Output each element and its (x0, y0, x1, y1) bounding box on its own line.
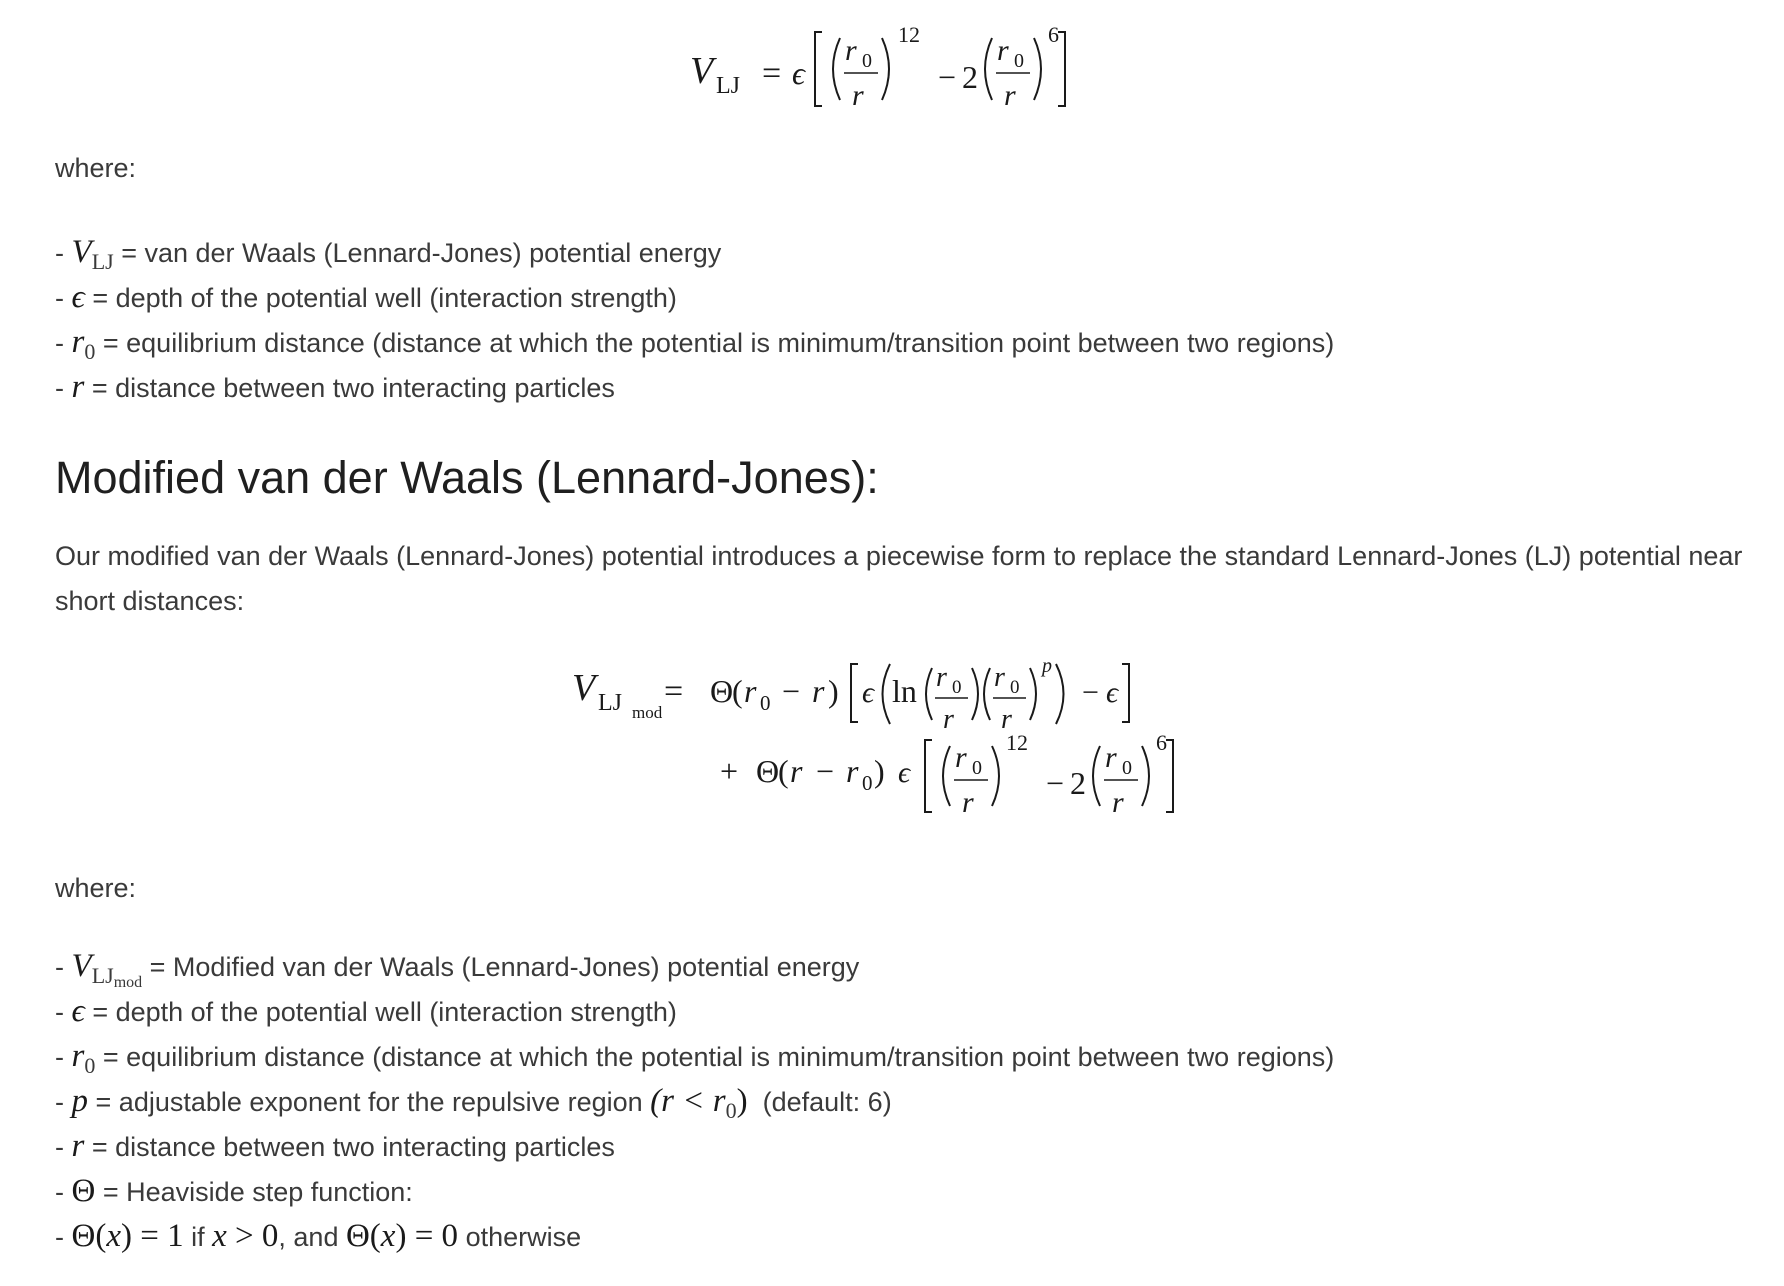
eq2-l1-r0-sub: 0 (760, 691, 771, 715)
eq2-l2-two: 2 (1070, 765, 1086, 801)
list-item: - $V_{LJmod}$ = Modified van der Waals (Lennard-Jones) potential energy (55, 948, 860, 991)
eq2-l1-fb-num-sub: 0 (1010, 677, 1020, 698)
equation-lj-modified (570, 650, 1230, 830)
eq2-l2-paren-b-close (1142, 746, 1149, 806)
eq2-l1-bracket-right (1122, 664, 1129, 722)
eq2-l1-fb-den: r (1001, 704, 1012, 735)
list-item: - $r_0$ = equilibrium distance (distance at which the potential is minimum/transition point between two regions) (55, 1038, 1335, 1078)
eq2-l2-fa-num-sub: 0 (972, 757, 982, 779)
symbol-epsilon: ϵ (71, 279, 85, 315)
eq1-paren-close-2 (1034, 38, 1041, 100)
eq2-l1-paren-open: ( (732, 673, 743, 709)
eq1-bracket-right (1058, 32, 1065, 106)
eq2-exp6: 6 (1156, 730, 1167, 755)
symbol-theta: Θ (71, 1173, 96, 1209)
definitions-list-1 (55, 230, 1334, 410)
eq1-paren-close-1 (882, 38, 889, 100)
eq2-l1-fa-num: r (936, 662, 947, 693)
list-item: - r = distance between two interacting particles (55, 1128, 615, 1164)
eq1-lhs-v: V (690, 50, 714, 92)
eq2-l2-r0-sub: 0 (862, 771, 873, 795)
symbol-r: r (71, 369, 85, 405)
symbol-r0: r (71, 324, 85, 360)
eq2-l2-r0: r (846, 753, 859, 789)
eq2-l2-fa-num: r (955, 741, 967, 774)
eq2-l1-bracket-left (851, 664, 858, 722)
list-item: - p = adjustable exponent for the repulsive region $(r < r_0)$ (default: 6) (55, 1083, 892, 1123)
eq1-equals: = (762, 55, 782, 92)
eq1-frac1-num-sub: 0 (862, 50, 872, 72)
eq1-lhs-sub: LJ (716, 73, 740, 99)
eq2-l1-paren-b-open (984, 668, 990, 720)
eq2-l1-fa-num-sub: 0 (952, 677, 962, 698)
eq2-l2-bracket-right (1166, 740, 1173, 812)
symbol-r: r (71, 1128, 85, 1164)
eq1-paren-open-1 (833, 38, 840, 100)
eq1-paren-open-2 (985, 38, 992, 100)
eq2-l1-bigparen-open (883, 664, 891, 724)
eq2-l1-fb-num: r (994, 662, 1005, 693)
section-heading: Modified van der Waals (Lennard-Jones): (55, 452, 879, 503)
eq1-frac1-den: r (852, 79, 864, 112)
math-theta-x-2: Θ( (345, 1218, 381, 1254)
eq2-theta-1: Θ (710, 673, 734, 709)
equation-lj-standard (680, 18, 1120, 118)
symbol-v: V (71, 234, 92, 270)
eq2-l2-epsilon: ϵ (898, 756, 911, 789)
eq1-minus: − (938, 59, 957, 95)
eq1-epsilon: ϵ (792, 55, 805, 91)
eq2-l1-epsilon2: ϵ (1106, 676, 1119, 709)
intro-paragraph: Our modified van der Waals (Lennard-Jones) potential introduces a piecewise form to replace the standard Lennard-Jones (LJ) potential near short distances: (55, 541, 1743, 616)
list-item: - r = distance between two interacting particles (55, 369, 615, 405)
eq2-l1-r: r (812, 673, 825, 709)
eq2-l2-paren-a-close (992, 746, 999, 806)
eq2-l1-r0: r (744, 673, 757, 709)
eq2-l1-paren-a-close (972, 668, 978, 720)
eq2-l1-minus2: − (1082, 676, 1099, 709)
eq2-l2-fb-num-sub: 0 (1122, 757, 1132, 779)
eq1-frac2-num: r (997, 34, 1009, 67)
list-item: - ϵ = depth of the potential well (interaction strength) (55, 279, 677, 315)
symbol-epsilon: ϵ (71, 993, 85, 1029)
eq2-l2-paren-close: ) (874, 753, 885, 789)
eq1-exp6: 6 (1048, 22, 1059, 47)
list-item: - ϵ = depth of the potential well (interaction strength) (55, 993, 677, 1029)
eq2-l2-bracket-left (925, 740, 932, 812)
eq2-l1-fa-den: r (943, 704, 954, 735)
eq2-lhs-sub: LJ (598, 690, 622, 716)
eq2-equals: = (664, 673, 684, 710)
eq2-l2-minus: − (816, 753, 835, 789)
list-item: - Θ = Heaviside step function: (55, 1173, 413, 1209)
eq2-l1-bigparen-close (1056, 664, 1064, 724)
math-theta-x-1: Θ( (71, 1218, 107, 1254)
eq2-l1-epsilon: ϵ (862, 676, 875, 709)
symbol-p: p (71, 1083, 89, 1119)
list-item: - $r_0$ = equilibrium distance (distance at which the potential is minimum/transition point between two regions) (55, 324, 1335, 364)
eq2-l1-paren-a-open (926, 668, 932, 720)
eq2-l1-paren-close: ) (828, 673, 839, 709)
eq1-frac2-num-sub: 0 (1014, 50, 1024, 72)
eq2-l2-fb-num: r (1105, 741, 1117, 774)
list-item: - $V_{LJ}$ = van der Waals (Lennard-Jones) potential energy (55, 234, 722, 274)
list-item: - Θ(x) = 1 if x > 0, and Θ(x) = 0 otherwise (55, 1218, 582, 1254)
eq2-l2-paren-a-open (943, 746, 950, 806)
eq2-exp12: 12 (1006, 730, 1028, 755)
eq2-l2-fa-den: r (962, 786, 974, 819)
eq2-l2-paren-b-open (1093, 746, 1100, 806)
where-label-2: where: (55, 873, 137, 903)
eq2-plus: + (720, 753, 739, 789)
eq1-frac1-num: r (845, 34, 857, 67)
symbol-v-mod: V (71, 948, 92, 984)
eq2-l1-paren-b-close (1030, 668, 1036, 720)
math-r-less-r0: (r < r (650, 1083, 726, 1119)
eq2-l1-minus: − (782, 673, 801, 709)
eq1-two: 2 (962, 59, 978, 95)
eq2-lhs-subsub: mod (632, 703, 663, 722)
eq1-bracket-left (815, 32, 822, 106)
eq1-frac2-den: r (1004, 79, 1016, 112)
eq2-ln: ln (892, 673, 917, 709)
eq2-exp-p: p (1042, 655, 1052, 677)
definitions-list-2 (55, 944, 1334, 1259)
eq2-l2-minus2: − (1046, 765, 1065, 801)
where-label-1: where: (55, 153, 137, 183)
eq2-lhs-v: V (572, 667, 596, 709)
eq2-l2-paren-open: ( (778, 753, 789, 789)
eq1-exp12: 12 (898, 22, 920, 47)
symbol-r0: r (71, 1038, 85, 1074)
eq2-theta-2: Θ (756, 753, 780, 789)
eq2-l2-fb-den: r (1112, 786, 1124, 819)
eq2-l2-r: r (790, 753, 803, 789)
